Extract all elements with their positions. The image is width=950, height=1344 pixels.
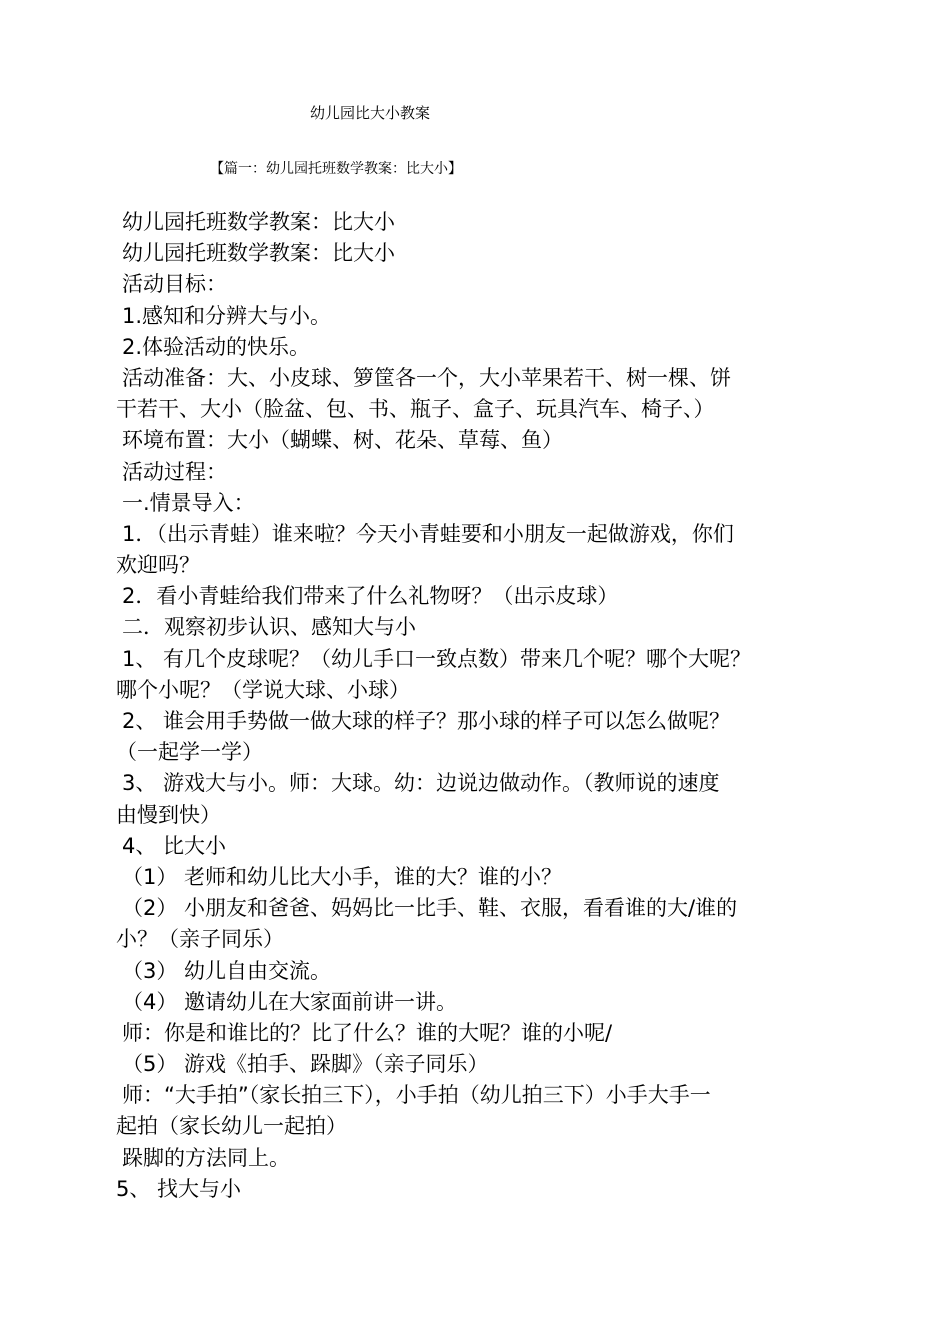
- document-body: [116, 207, 842, 1205]
- text-line: 4、 比大小: [122, 833, 227, 858]
- text-line: 哪个小呢？（学说大球、小球）: [116, 677, 410, 702]
- text-line: 师：你是和谁比的？比了什么？谁的大呢？谁的小呢/: [122, 1020, 613, 1045]
- text-line: 二．观察初步认识、感知大与小: [122, 615, 416, 640]
- text-line: （一起学一学）: [116, 740, 263, 765]
- text-line: 幼儿园托班数学教案：比大小: [122, 241, 395, 266]
- text-line: 干若干、大小（脸盆、包、书、瓶子、盒子、玩具汽车、椅子、）: [116, 397, 715, 422]
- text-line: 1．（出示青蛙）谁来啦？今天小青蛙要和小朋友一起做游戏，你们: [122, 521, 734, 546]
- text-line: 3、 游戏大与小。师：大球。幼：边说边做动作。（教师说的速度: [122, 771, 720, 796]
- text-line: 2．看小青蛙给我们带来了什么礼物呀？（出示皮球）: [122, 584, 619, 609]
- text-line: 2、 谁会用手势做一做大球的样子？那小球的样子可以怎么做呢？: [122, 709, 731, 733]
- text-line: 5、 找大与小: [116, 1176, 242, 1201]
- text-line: 一.情景导入：: [122, 490, 255, 515]
- text-line: （1） 老师和幼儿比大小手，谁的大？谁的小？: [122, 864, 563, 889]
- text-line: 起拍（家长幼儿一起拍）: [116, 1114, 347, 1139]
- text-line: 师：“大手拍”（家长拍三下），小手拍（幼儿拍三下）小手大手一: [122, 1083, 711, 1108]
- text-line: 2.体验活动的快乐。: [122, 334, 311, 359]
- text-line: 跺脚的方法同上。: [122, 1145, 290, 1170]
- text-line: （2） 小朋友和爸爸、妈妈比一比手、鞋、衣服，看看谁的大/谁的: [122, 896, 738, 921]
- text-line: （3） 幼儿自由交流。: [122, 958, 332, 983]
- text-line: 小？（亲子同乐）: [116, 927, 284, 952]
- text-line: 幼儿园托班数学教案：比大小: [122, 210, 395, 234]
- text-line: 欢迎吗？: [116, 553, 200, 578]
- text-line: 活动目标：: [122, 272, 227, 297]
- text-line: 1、 有几个皮球呢？（幼儿手口一致点数）带来几个呢？哪个大呢？: [122, 646, 752, 671]
- text-line: 活动过程：: [122, 459, 227, 484]
- document-subtitle: 【篇一：幼儿园托班数学教案：比大小】: [210, 161, 462, 177]
- document-title: 幼儿园比大小教案: [310, 104, 431, 122]
- text-line: 环境布置：大小（蝴蝶、树、花朵、草莓、鱼）: [122, 428, 563, 453]
- text-line: 活动准备：大、小皮球、箩筐各一个，大小苹果若干、树一棵、饼: [122, 365, 731, 390]
- text-line: 1.感知和分辨大与小。: [122, 303, 332, 328]
- text-line: 由慢到快）: [116, 802, 221, 827]
- text-line: （5） 游戏《拍手、跺脚》（亲子同乐）: [122, 1052, 489, 1077]
- text-line: （4） 邀请幼儿在大家面前讲一讲。: [122, 989, 458, 1014]
